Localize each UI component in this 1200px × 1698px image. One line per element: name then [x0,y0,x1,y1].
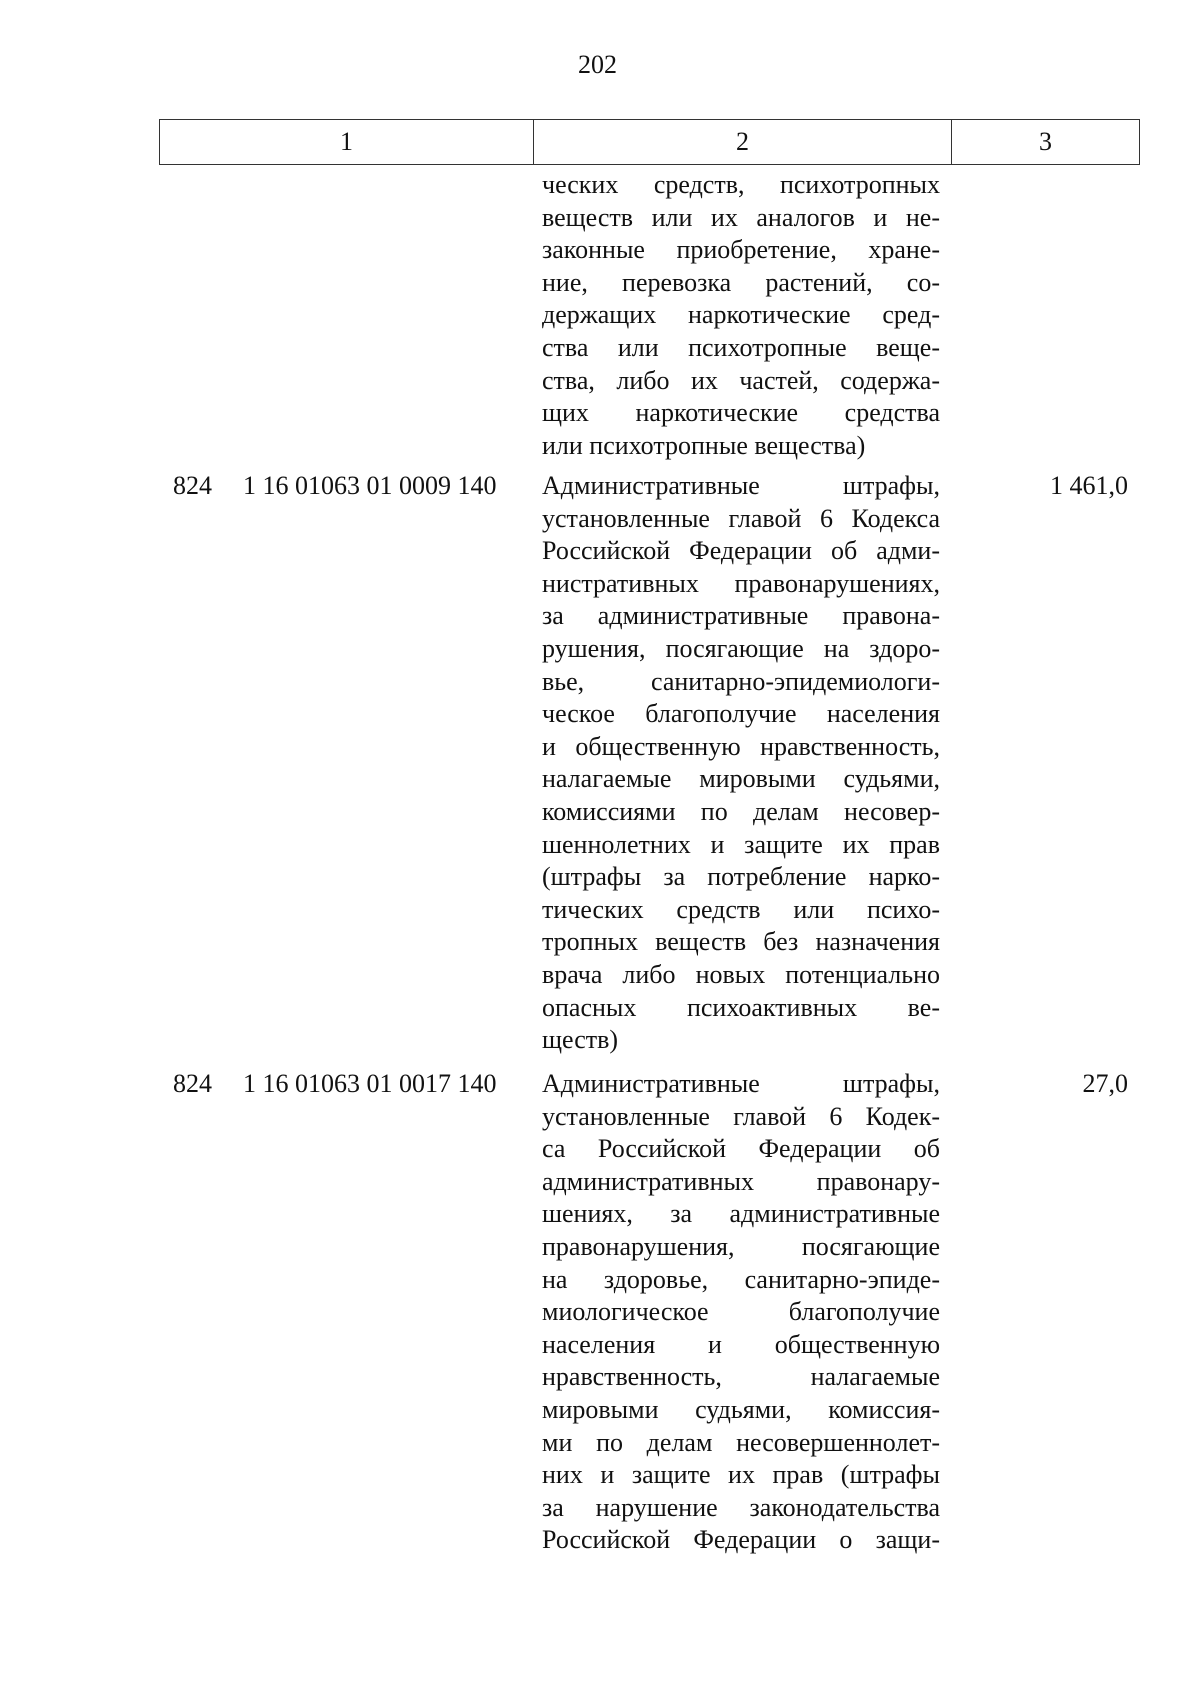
description-line: административных правонару- [542,1166,940,1196]
description-line: Российской Федерации о защи- [542,1525,940,1555]
description-line: вье, санитарно-эпидемиологи- [542,666,940,696]
description-line: за административные правона- [542,601,940,631]
description-line: и общественную нравственность, [542,731,940,761]
description-line: ческое благополучие населения [542,699,940,729]
amount-value: 1 461,0 [1050,471,1128,500]
description-line: нистративных правонарушениях, [542,568,940,598]
description-line: рушения, посягающие на здоро- [542,633,940,663]
description-line: веществ или их аналогов и не- [542,202,940,232]
description-line: установленные главой 6 Кодек- [542,1101,940,1131]
amount-value: 27,0 [1082,1069,1128,1098]
column-header-table [159,119,1140,165]
page-number: 202 [578,50,617,79]
description-line: опасных психоактивных ве- [542,992,940,1022]
description-line: щих наркотические средства [542,398,940,428]
description-line: мировыми судьями, комиссия- [542,1394,940,1424]
description-line: ства или психотропные веще- [542,332,940,362]
description-line: ческих средств, психотропных [542,170,940,199]
description-line: тропных веществ без назначения [542,927,940,957]
description-line: Административные штрафы, [542,471,940,500]
description-line: (штрафы за потребление нарко- [542,862,940,892]
description-line: миологическое благополучие [542,1297,940,1327]
description-line: тических средств или психо- [542,894,940,924]
description-line: шеннолетних и защите их прав [542,829,940,859]
admin-code: 824 [173,1069,212,1098]
description-line: ства, либо их частей, содержа- [542,365,940,395]
description-line: са Российской Федерации об [542,1134,940,1164]
description-line: или психотропные вещества) [542,430,866,460]
description-line: Российской Федерации об адми- [542,536,940,566]
description-line: шениях, за административные [542,1199,940,1229]
description-line: законные приобретение, хране- [542,235,940,265]
description-line: ществ) [542,1025,619,1055]
description-line: врача либо новых потенциально [542,959,940,989]
description-line: них и защите их прав (штрафы [542,1460,940,1490]
description-line: комиссиями по делам несовер- [542,796,940,826]
description-line: за нарушение законодательства [542,1492,940,1522]
admin-code: 824 [173,471,212,500]
description-line: держащих наркотические сред- [542,300,940,330]
column-header-3: 3 [952,120,1140,165]
row-description [542,1068,940,1557]
description-line: на здоровье, санитарно-эпиде- [542,1264,940,1294]
column-header-1: 1 [160,120,534,165]
description-line: правонарушения, посягающие [542,1231,940,1261]
description-line: ние, перевозка растений, со- [542,267,940,297]
description-line: установленные главой 6 Кодекса [542,503,940,533]
description-line: Административные штрафы, [542,1069,940,1098]
description-line: налагаемые мировыми судьями, [542,764,940,794]
description-line: нравственность, налагаемые [542,1362,940,1392]
column-header-2: 2 [534,120,952,165]
description-line: населения и общественную [542,1329,940,1359]
row-description [542,470,940,1057]
budget-classification-code: 1 16 01063 01 0009 140 [243,471,497,500]
budget-classification-code: 1 16 01063 01 0017 140 [243,1069,497,1098]
column-header-row [160,120,1140,165]
continuation-description [542,169,940,462]
description-line: ми по делам несовершеннолет- [542,1427,940,1457]
